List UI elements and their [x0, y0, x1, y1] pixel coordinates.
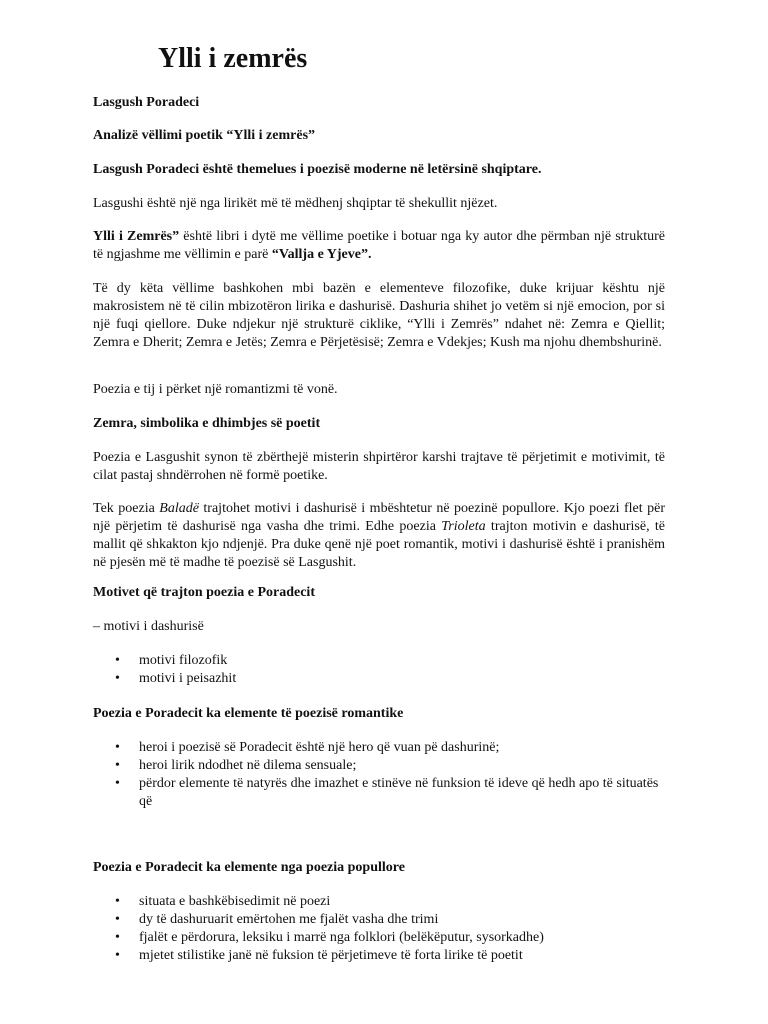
- bullet-icon: •: [115, 912, 120, 927]
- list-item: [93, 670, 665, 688]
- list-item-text: heroi lirik ndodhet në dilema sensuale;: [139, 758, 357, 773]
- balade-text-1: Tek poezia: [93, 501, 160, 516]
- list-item-text: dy të dashuruarit emërtohen me fjalët vasha dhe trimi: [139, 912, 439, 927]
- balade-text-3: trajton motivin e dashurisë, të mallit që shkakton kjo ndjenjë. Pra duke qenë një poet romantik, motivi i dashurisë është i pranishëm në pjesën më të madhe të poezisë së Lasgushit.: [93, 519, 666, 570]
- list-item: [93, 929, 665, 947]
- motive-love: – motivi i dashurisë: [93, 619, 204, 634]
- paragraph-balade: [93, 500, 665, 572]
- balade-poem-title: Baladë: [159, 501, 199, 516]
- paragraph-romantic: Poezia e tij i përket një romantizmi të vonë.: [93, 382, 338, 397]
- heading-romantic-elements: Poezia e Poradecit ka elemente të poezisë romantike: [93, 706, 404, 721]
- author-name: Lasgush Poradeci: [93, 95, 200, 110]
- list-item-text: mjetet stilistike janë në fuksion të përjetimeve të forta lirike të poetit: [139, 948, 523, 963]
- bullet-icon: •: [115, 948, 120, 963]
- heading-motives: Motivet që trajton poezia e Poradecit: [93, 585, 315, 600]
- list-item-text: përdor elemente të natyrës dhe imazhet e stinëve në funksion të ideve që hedh apo të situatës që: [139, 776, 659, 809]
- paragraph-lyric: Lasgushi është një nga lirikët më të mëdhenj shqiptar të shekullit njëzet.: [93, 196, 498, 211]
- first-volume-title: “Vallja e Yjeve”.: [271, 247, 372, 262]
- page-title: Ylli i zemrës: [158, 43, 308, 74]
- book-title-text: Ylli i Zemrës”: [93, 229, 180, 244]
- list-item: [93, 775, 665, 811]
- bullet-icon: •: [115, 930, 120, 945]
- bullet-icon: •: [115, 653, 120, 668]
- list-item-text: motivi filozofik: [139, 653, 228, 668]
- balade-text-2: trajtohet motivi i dashurisë i mbështetur në poezinë popullore. Kjo poezi flet për një përjetim të dashurisë nga vasha dhe trimi. Edhe poezia: [93, 501, 665, 534]
- list-item: [93, 739, 665, 757]
- list-item: [93, 947, 665, 965]
- heading-founder: Lasgush Poradeci është themelues i poezisë moderne në letërsinë shqiptare.: [93, 162, 542, 177]
- bullet-icon: •: [115, 740, 120, 755]
- list-item: [93, 652, 665, 670]
- bullet-icon: •: [115, 758, 120, 773]
- list-item: [93, 893, 665, 911]
- paragraph-synon: Poezia e Lasgushit synon të zbërthejë misterin shpirtëror karshi trajtave të përjetimit e motivimit, të cilat pastaj shndërrohen në formë poetike.: [93, 450, 665, 483]
- bullet-icon: •: [115, 776, 120, 791]
- list-item-text: heroi i poezisë së Poradecit është një hero që vuan pë dashurinë;: [139, 740, 500, 755]
- paragraph-book: [93, 228, 665, 264]
- popular-elements-list: [93, 893, 665, 965]
- list-item-text: motivi i peisazhit: [139, 671, 237, 686]
- bullet-icon: •: [115, 894, 120, 909]
- heading-popular-elements: Poezia e Poradecit ka elemente nga poezia popullore: [93, 860, 405, 875]
- book-description-text: është libri i dytë me vëllime poetike i botuar nga ky autor dhe përmban një strukturë të ngjashme me vëllimin e parë: [93, 229, 665, 262]
- heading-heart: Zemra, simbolika e dhimbjes së poetit: [93, 416, 321, 431]
- list-item: [93, 911, 665, 929]
- heading-analysis: Analizë vëllimi poetik “Ylli i zemrës”: [93, 128, 316, 143]
- list-item-text: fjalët e përdorura, leksiku i marrë nga folklori (belëkëputur, sysorkadhe): [139, 930, 544, 945]
- list-item: [93, 757, 665, 775]
- bullet-icon: •: [115, 671, 120, 686]
- motives-list: [93, 652, 665, 688]
- romantic-elements-list: [93, 739, 665, 811]
- list-item-text: situata e bashkëbisedimit në poezi: [139, 894, 331, 909]
- trioleta-poem-title: Trioleta: [441, 519, 486, 534]
- paragraph-volumes: Të dy këta vëllime bashkohen mbi bazën e elementeve filozofike, duke krijuar kështu një makrosistem në të cilin mbizotëron lirika e dashurisë. Dashuria shihet jo vetëm si një emocion, por si një fuqi qiellore. Duke ndjekur një strukturë ciklike, “Ylli i Zemrës” ndahet në: Zemra e Qiellit; Zemra e Dherit; Zemra e Jetës; Zemra e Përjetësisë; Zemra e Vdekjes; Kush ma njohu dhembshurinë.: [93, 281, 665, 350]
